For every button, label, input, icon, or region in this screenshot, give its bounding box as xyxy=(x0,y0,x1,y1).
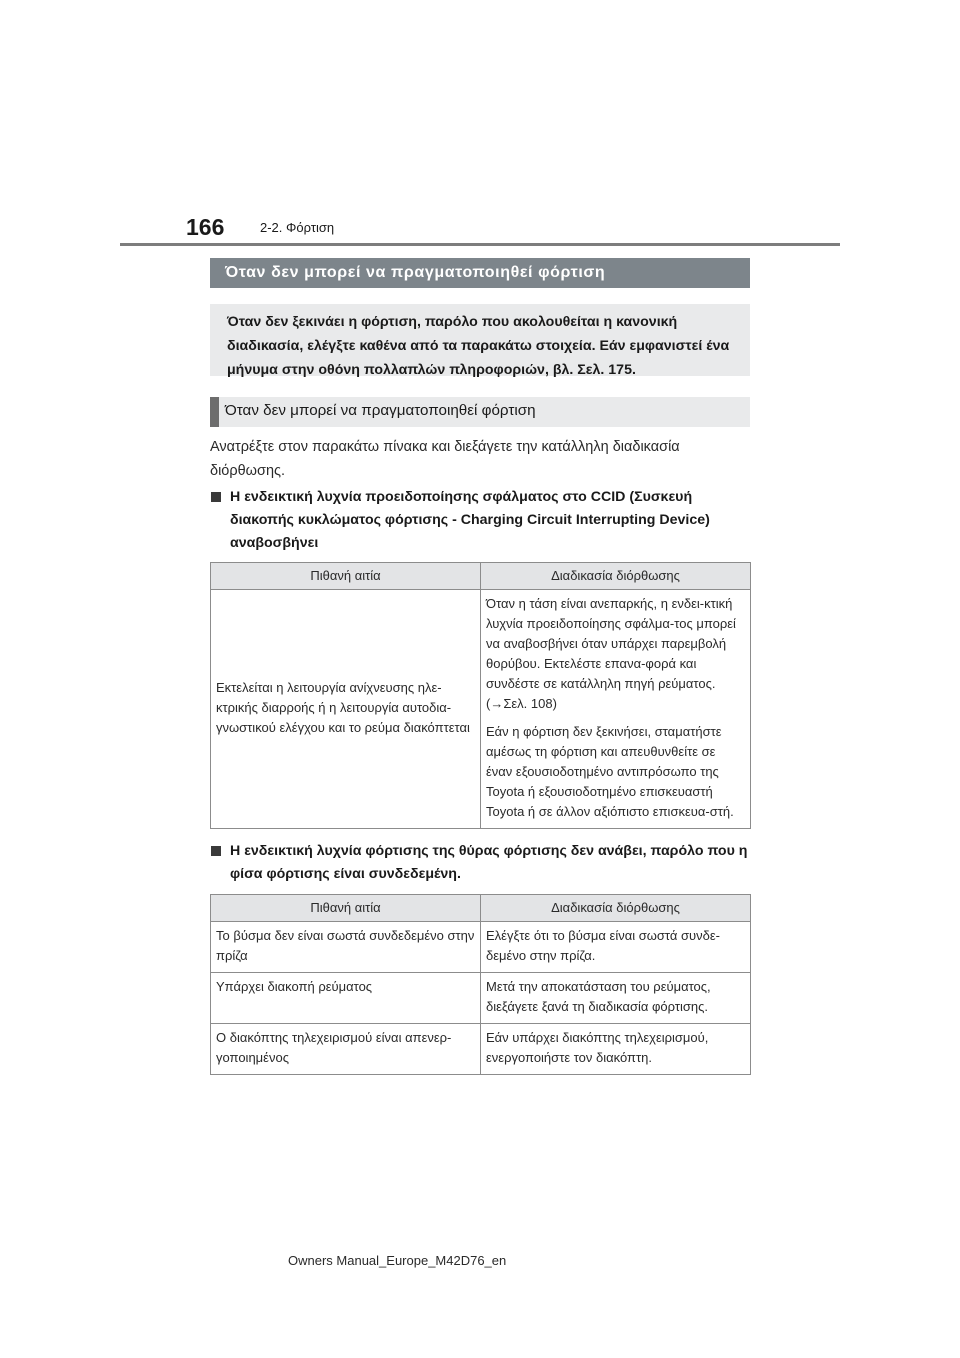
footer-manual-id: Owners Manual_Europe_M42D76_en xyxy=(288,1253,507,1268)
cause-cell: Υπάρχει διακοπή ρεύματος xyxy=(211,973,481,1024)
header-divider xyxy=(120,243,840,246)
header-cause: Πιθανή αιτία xyxy=(211,563,481,590)
square-bullet-icon xyxy=(211,492,221,502)
table-header-row xyxy=(211,563,751,590)
table-charge-light xyxy=(210,894,751,1075)
table-ccid xyxy=(210,562,751,829)
remedy-text: Εάν η φόρτιση δεν ξεκινήσει, σταματήστε αμέσως τη φόρτιση και απευθυνθείτε σε έναν εξουσιοδοτημένο αντιπρόσωπο της Toyota ή εξουσιοδοτημένο επισκευαστή Toyota ή σε άλλον αξιόπιστο επισκευα-στή. xyxy=(486,724,734,819)
header-cause: Πιθανή αιτία xyxy=(211,895,481,922)
header-remedy: Διαδικασία διόρθωσης xyxy=(481,563,751,590)
cause-cell: Το βύσμα δεν είναι σωστά συνδεδεμένο στην πρίζα xyxy=(211,922,481,973)
table-row xyxy=(211,973,751,1024)
bullet-heading-text: Η ενδεικτική λυχνία προειδοποίησης σφάλματος στο CCID (Συσκευή διακοπής κυκλώματος φόρτισης - Charging Circuit Interrupting Device) αναβοσβήνει xyxy=(230,489,710,551)
topic-banner: Όταν δεν μπορεί να πραγματοποιηθεί φόρτιση xyxy=(210,258,750,288)
header-remedy: Διαδικασία διόρθωσης xyxy=(481,895,751,922)
remedy-cell xyxy=(481,590,751,829)
table-header-row xyxy=(211,895,751,922)
page-number: 166 xyxy=(186,214,225,240)
table-row xyxy=(211,922,751,973)
square-bullet-icon xyxy=(211,846,221,856)
cause-cell: Εκτελείται η λειτουργία ανίχνευσης ηλε-κτρικής διαρροής ή η λειτουργία αυτοδια-γνωστικού ελέγχου και το ρεύμα διακόπτεται xyxy=(211,590,481,829)
remedy-text: Όταν η τάση είναι ανεπαρκής, η ενδει-κτική λυχνία προειδοποίησης σφάλμα-τος μπορεί να αναβοσβήνει όταν υπάρχει παρεμβολή θορύβου. Εκτελέστε επανα-φορά και συνδέστε σε κατάλληλη πηγή ρεύματος. (→Σελ. 108) xyxy=(486,596,736,711)
subheading: Όταν δεν μπορεί να πραγματοποιηθεί φόρτιση xyxy=(210,397,750,427)
bullet-heading-text: Η ενδεικτική λυχνία φόρτισης της θύρας φόρτισης δεν ανάβει, παρόλο που η φίσα φόρτισης είναι συνδεδεμένη. xyxy=(230,843,748,882)
cause-cell: Ο διακόπτης τηλεχειρισμού είναι απενερ-γοποιημένος xyxy=(211,1024,481,1075)
table-row xyxy=(211,590,751,829)
table-row xyxy=(211,1024,751,1075)
instruction-paragraph: Ανατρέξτε στον παρακάτω πίνακα και διεξάγετε την κατάλληλη διαδικασία διόρθωσης. xyxy=(210,439,680,479)
remedy-cell: Ελέγξτε ότι το βύσμα είναι σωστά συνδε-δεμένο στην πρίζα. xyxy=(481,922,751,973)
intro-box: Όταν δεν ξεκινάει η φόρτιση, παρόλο που ακολουθείται η κανονική διαδικασία, ελέγξτε καθένα από τα παρακάτω στοιχεία. Εάν εμφανιστεί ένα μήνυμα στην οθόνη πολλαπλών πληροφοριών, βλ. Σελ. 175. xyxy=(210,304,750,376)
remedy-cell: Εάν υπάρχει διακόπτης τηλεχειρισμού, ενεργοποιήστε τον διακόπτη. xyxy=(481,1024,751,1075)
remedy-cell: Μετά την αποκατάσταση του ρεύματος, διεξάγετε ξανά τη διαδικασία φόρτισης. xyxy=(481,973,751,1024)
section-title: 2-2. Φόρτιση xyxy=(260,220,335,235)
